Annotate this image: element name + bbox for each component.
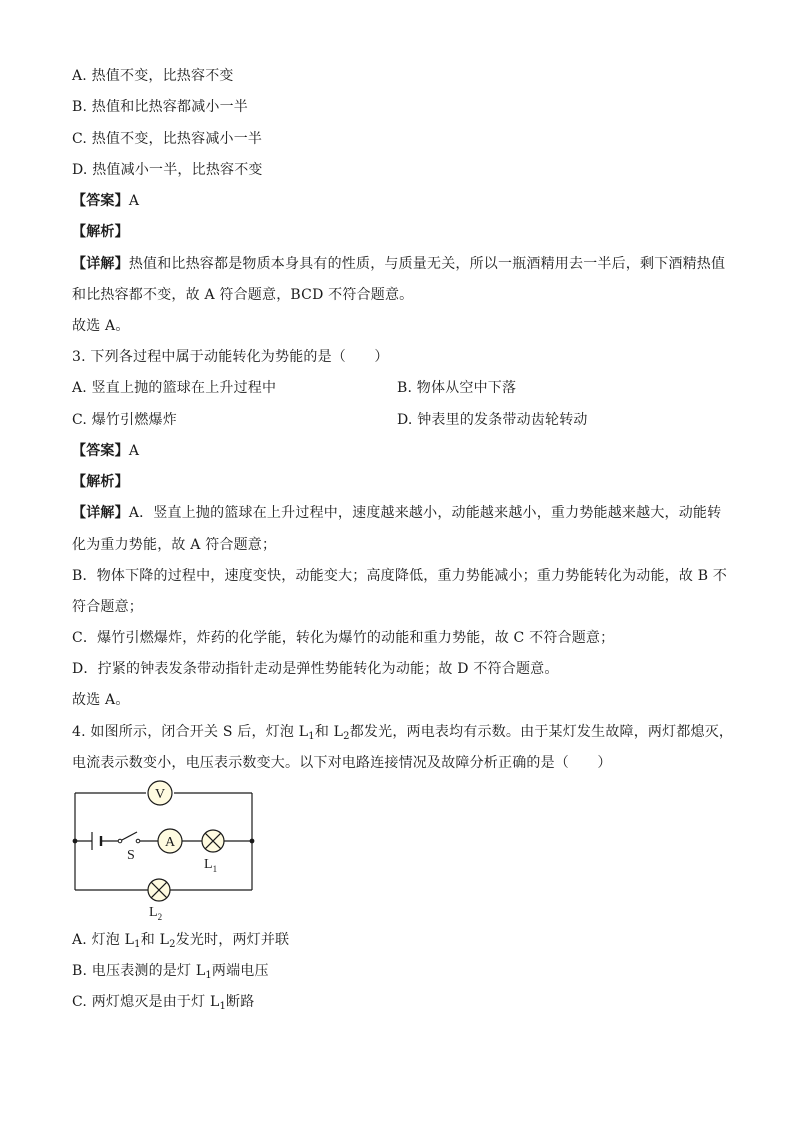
q3-analysis bbox=[72, 472, 129, 492]
q3-detail-line-4: 符合题意； bbox=[72, 599, 143, 615]
q4-stem-text-a: 4. 如图所示，闭合开关 S 后，灯泡 L bbox=[72, 724, 309, 740]
q3-detail-line-1 bbox=[72, 503, 721, 523]
q3-option-d: D. 钟表里的发条带动齿轮转动 bbox=[397, 412, 588, 428]
q2-option-b: B. 热值和比热容都减小一半 bbox=[72, 99, 248, 115]
q2-option-c: C. 热值不变，比热容减小一半 bbox=[72, 131, 263, 147]
q3-option-a: A. 竖直上抛的篮球在上升过程中 bbox=[72, 380, 277, 396]
q3-detail-line-2: 化为重力势能，故 A 符合题意； bbox=[72, 537, 277, 553]
junction-left bbox=[73, 839, 78, 844]
q4-stem-sub-2: 2 bbox=[343, 731, 350, 742]
lamp-2-subscript: 2 bbox=[157, 912, 163, 922]
q2-detail-line-1 bbox=[72, 254, 725, 274]
junction-right bbox=[250, 839, 255, 844]
q4-stem-line-1 bbox=[72, 722, 733, 742]
answer-value: A bbox=[128, 443, 140, 459]
q4-option-a-pre: A. 灯泡 L bbox=[72, 932, 135, 948]
q4-stem-sub-1: 1 bbox=[308, 731, 315, 742]
q2-answer bbox=[72, 191, 139, 211]
detail-tag: 【详解】 bbox=[72, 256, 129, 272]
q4-stem-line-2: 电流表示数变小，电压表示数变大。以下对电路连接情况及故障分析正确的是（ ） bbox=[72, 755, 612, 771]
q2-detail-line-2: 和比热容都不变，故 A 符合题意，BCD 不符合题意。 bbox=[72, 287, 414, 303]
switch-contact bbox=[136, 839, 140, 843]
q4-option-c-sub: 1 bbox=[219, 1001, 227, 1012]
q3-option-b: B. 物体从空中下落 bbox=[397, 380, 517, 396]
detail-text: 热值和比热容都是物质本身具有的性质，与质量无关，所以一瓶酒精用去一半后，剩下酒精热值 bbox=[128, 256, 726, 272]
answer-tag: 【答案】 bbox=[72, 193, 129, 209]
q2-conclusion: 故选 A。 bbox=[72, 318, 130, 334]
q4-option-a-mid: 和 L bbox=[140, 932, 170, 948]
voltmeter-label: V bbox=[154, 787, 166, 802]
circuit-diagram bbox=[60, 775, 270, 925]
q4-option-b-sub: 1 bbox=[205, 970, 212, 981]
q4-option-b-post: 两端电压 bbox=[211, 963, 269, 979]
answer-value: A bbox=[128, 193, 140, 209]
lamp-2-letter: L bbox=[149, 905, 158, 920]
detail-text: A．竖直上抛的篮球在上升过程中，速度越来越小，动能越来越小，重力势能越来越大，动能转 bbox=[128, 505, 722, 521]
ammeter-label: A bbox=[164, 835, 176, 850]
lamp-1-letter: L bbox=[204, 857, 213, 872]
q4-option-a bbox=[72, 930, 289, 950]
q4-option-c-post: 断路 bbox=[226, 994, 255, 1010]
answer-tag: 【答案】 bbox=[72, 443, 129, 459]
q4-stem-text-b: 和 L bbox=[314, 724, 344, 740]
lamp-2-label bbox=[149, 905, 162, 922]
switch-pivot bbox=[118, 839, 122, 843]
q3-stem: 3. 下列各过程中属于动能转化为势能的是（ ） bbox=[72, 349, 389, 365]
switch-blade bbox=[120, 832, 137, 841]
q4-option-a-post: 发光时，两灯并联 bbox=[175, 932, 290, 948]
analysis-tag: 【解析】 bbox=[72, 474, 129, 490]
q2-analysis bbox=[72, 222, 129, 242]
detail-tag: 【详解】 bbox=[72, 505, 129, 521]
q4-option-b-pre: B. 电压表测的是灯 L bbox=[72, 963, 206, 979]
q4-option-c-pre: C. 两灯熄灭是由于灯 L bbox=[72, 994, 220, 1010]
lamp-1-subscript: 1 bbox=[212, 864, 218, 874]
q4-option-a-sub-1: 1 bbox=[134, 939, 141, 950]
analysis-tag: 【解析】 bbox=[72, 224, 129, 240]
q3-detail-line-6: D．拧紧的钟表发条带动指针走动是弹性势能转化为动能；故 D 不符合题意。 bbox=[72, 661, 559, 677]
q4-stem-text-c: 都发光，两电表均有示数。由于某灯发生故障，两灯都熄灭， bbox=[349, 724, 734, 740]
q4-option-c bbox=[72, 992, 254, 1012]
q3-detail-line-3: B．物体下降的过程中，速度变快，动能变大；高度降低，重力势能减小；重力势能转化为动能，故 B 不 bbox=[72, 568, 728, 584]
q4-option-b bbox=[72, 961, 269, 981]
switch-label: S bbox=[127, 848, 135, 863]
lamp-1-label bbox=[204, 857, 217, 874]
q2-option-a: A. 热值不变，比热容不变 bbox=[72, 68, 234, 84]
q3-option-c: C. 爆竹引燃爆炸 bbox=[72, 412, 177, 428]
q3-detail-line-5: C．爆竹引燃爆炸，炸药的化学能，转化为爆竹的动能和重力势能，故 C 不符合题意； bbox=[72, 630, 615, 646]
q4-option-a-sub-2: 2 bbox=[169, 939, 176, 950]
q3-answer bbox=[72, 441, 139, 461]
q3-conclusion: 故选 A。 bbox=[72, 692, 130, 708]
q2-option-d: D. 热值减小一半，比热容不变 bbox=[72, 162, 263, 178]
